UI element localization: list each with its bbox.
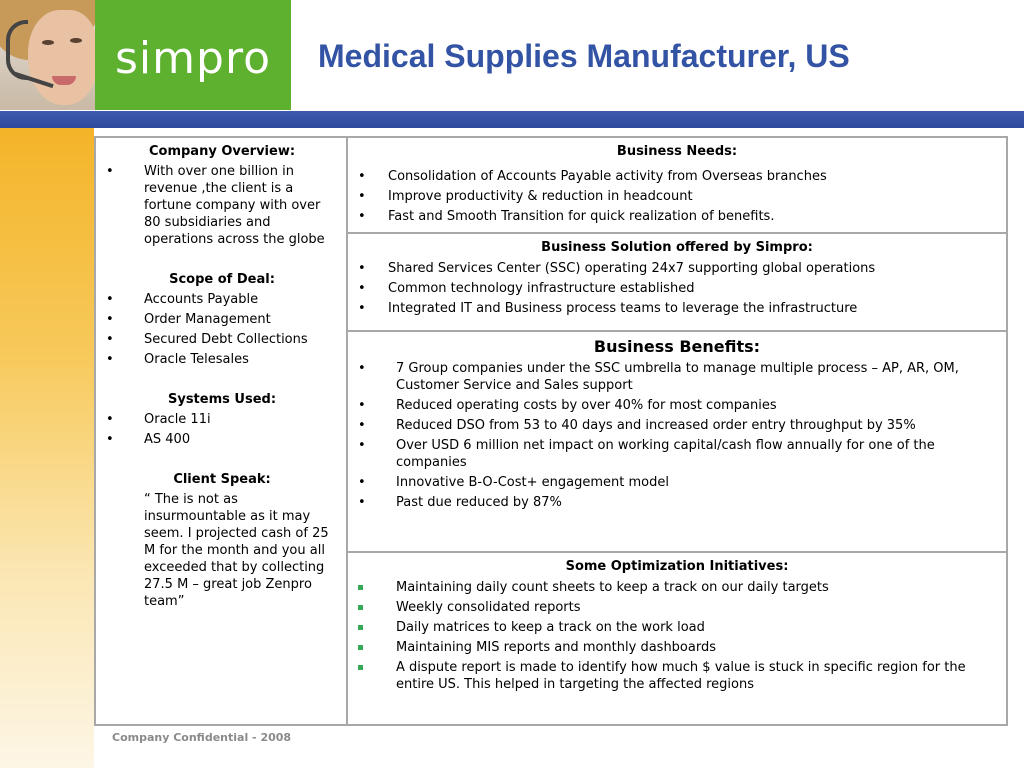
left-accent-strip — [0, 128, 94, 768]
square-bullet-icon — [358, 585, 363, 590]
list-item: • Integrated IT and Business process teams to leverage the infrastructure — [358, 301, 858, 316]
list-item: • Past due reduced by 87% — [358, 495, 562, 510]
scope-of-deal-heading: Scope of Deal: — [169, 272, 275, 287]
list-item: • Improve productivity & reduction in headcount — [358, 189, 693, 204]
list-item: Maintaining MIS reports and monthly dashboards — [358, 639, 996, 656]
list-item: A dispute report is made to identify how much $ value is stuck in specific region for the entire US. This helped in targeting the affected regions — [358, 659, 996, 693]
square-bullet-icon — [358, 605, 363, 610]
systems-used-heading: Systems Used: — [167, 392, 277, 407]
list-item: • Innovative B-O-Cost+ engagement model — [358, 475, 669, 490]
logo-text: simpro — [115, 32, 271, 84]
logo — [95, 0, 291, 110]
list-item: Weekly consolidated reports — [358, 599, 996, 616]
footer-text: Company Confidential - 2008 — [112, 731, 292, 744]
square-bullet-icon — [358, 625, 363, 630]
list-item: • Oracle 11i — [106, 412, 211, 427]
optimization-panel — [346, 551, 1008, 726]
list-item: • Secured Debt Collections — [106, 332, 308, 347]
header-bar — [0, 111, 1024, 128]
square-bullet-icon — [358, 645, 363, 650]
list-item: • Accounts Payable — [106, 292, 259, 307]
optimization-heading: Some Optimization Initiatives: — [565, 559, 789, 574]
business-solution-panel — [346, 232, 1008, 332]
list-item: • Fast and Smooth Transition for quick realization of benefits. — [358, 209, 775, 224]
business-benefits-heading: Business Benefits: — [593, 337, 761, 356]
list-item: • Over USD 6 million net impact on working capital/cash flow annually for one of the companies — [358, 438, 935, 470]
company-info-panel — [94, 136, 348, 726]
list-item: • 7 Group companies under the SSC umbrella to manage multiple process – AP, AR, OM, Customer Service and Sales support — [358, 361, 959, 393]
company-overview-heading: Company Overview: — [148, 144, 296, 159]
list-item: Daily matrices to keep a track on the work load — [358, 619, 996, 636]
client-speak-heading: Client Speak: — [173, 472, 271, 487]
business-needs-panel — [346, 136, 1008, 234]
business-solution-heading: Business Solution offered by Simpro: — [541, 240, 813, 255]
list-item: • Order Management — [106, 312, 271, 327]
list-item: • With over one billion in revenue ,the client is a fortune company with over 80 subsidiaries and operations across the globe — [106, 164, 325, 247]
square-bullet-icon — [358, 665, 363, 670]
business-needs-heading: Business Needs: — [616, 144, 738, 159]
list-item: • Consolidation of Accounts Payable activity from Overseas branches — [358, 169, 827, 184]
business-benefits-panel — [346, 330, 1008, 553]
page-title: Medical Supplies Manufacturer, US — [318, 38, 850, 74]
list-item: • Common technology infrastructure established — [358, 281, 695, 296]
list-item: • AS 400 — [106, 432, 191, 447]
list-item: • Oracle Telesales — [106, 352, 249, 367]
list-item: • Reduced DSO from 53 to 40 days and increased order entry throughput by 35% — [358, 418, 916, 433]
list-item: • Shared Services Center (SSC) operating 24x7 supporting global operations — [358, 261, 876, 276]
header-photo — [0, 0, 95, 110]
list-item: Maintaining daily count sheets to keep a track on our daily targets — [358, 579, 996, 596]
list-item: • Reduced operating costs by over 40% for most companies — [358, 398, 777, 413]
client-quote: “ The is not as insurmountable as it may seem. I projected cash of 25 M for the month and you all exceeded that by collecting 27.5 M – great job Zenpro team” — [144, 492, 329, 609]
